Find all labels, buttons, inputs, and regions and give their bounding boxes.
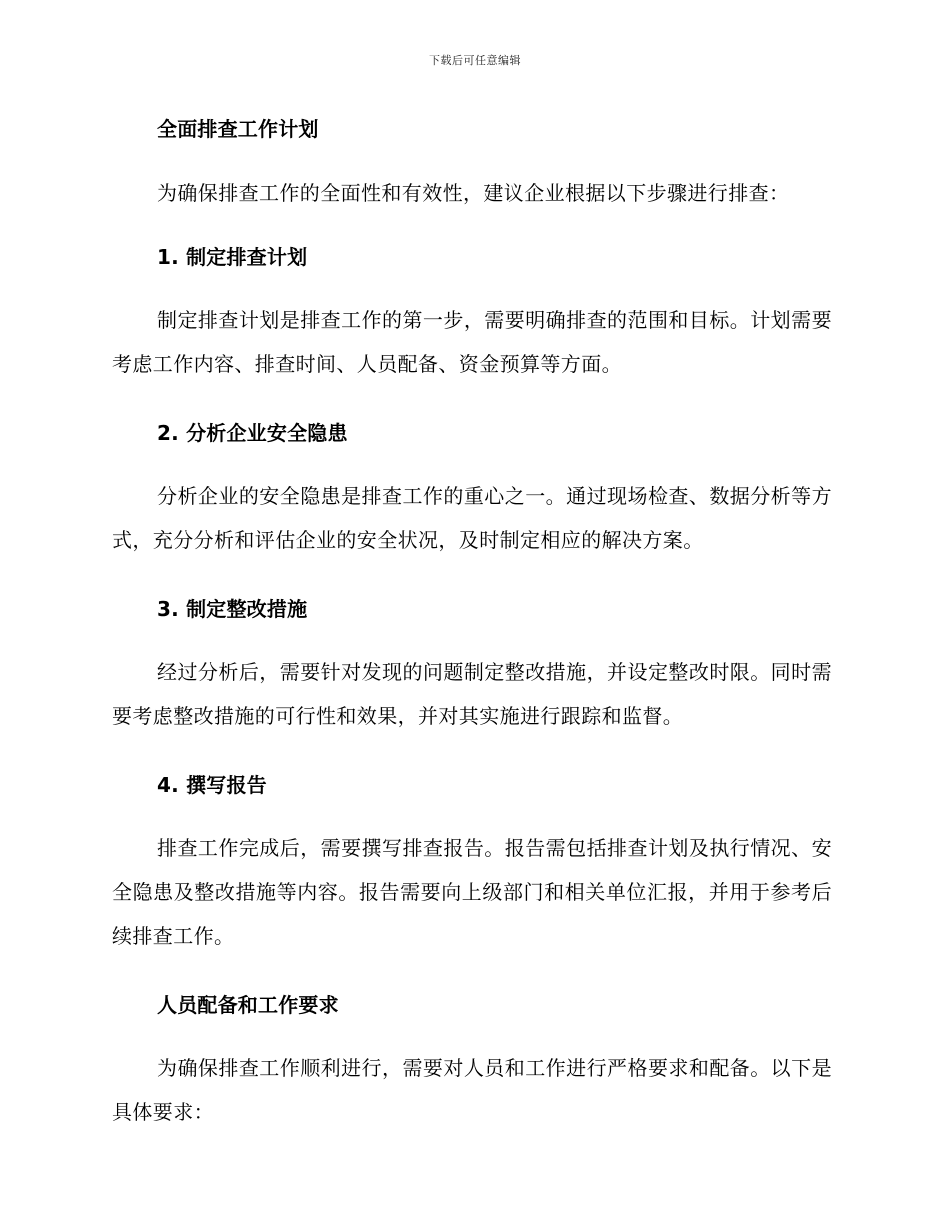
step3-heading: 3. 制定整改措施 xyxy=(157,597,308,621)
step2-paragraph: 分析企业的安全隐患是排查工作的重心之一。通过现场检查、数据分析等方式，充分分析和评估企业的安全状况，及时制定相应的解决方案。 xyxy=(112,484,832,552)
staff-paragraph: 为确保排查工作顺利进行，需要对人员和工作进行严格要求和配备。以下是具体要求： xyxy=(112,1056,832,1124)
step1-paragraph: 制定排查计划是排查工作的第一步，需要明确排查的范围和目标。计划需要考虑工作内容、排查时间、人员配备、资金预算等方面。 xyxy=(112,308,832,376)
step4-paragraph: 排查工作完成后，需要撰写排查报告。报告需包括排查计划及执行情况、安全隐患及整改措施等内容。报告需要向上级部门和相关单位汇报，并用于参考后续排查工作。 xyxy=(112,836,832,948)
step4-heading: 4. 撰写报告 xyxy=(157,773,267,797)
staff-heading: 人员配备和工作要求 xyxy=(157,993,339,1017)
step2-heading: 2. 分析企业安全隐患 xyxy=(157,421,348,445)
step3-paragraph: 经过分析后，需要针对发现的问题制定整改措施，并设定整改时限。同时需要考虑整改措施的可行性和效果，并对其实施进行跟踪和监督。 xyxy=(112,660,832,728)
intro-paragraph: 为确保排查工作的全面性和有效性，建议企业根据以下步骤进行排查： xyxy=(157,181,790,205)
section-title-plan: 全面排查工作计划 xyxy=(157,117,319,141)
page-header-note: 下载后可任意编辑 xyxy=(429,54,521,67)
step1-heading: 1. 制定排查计划 xyxy=(157,245,308,269)
document-body xyxy=(112,112,832,1164)
